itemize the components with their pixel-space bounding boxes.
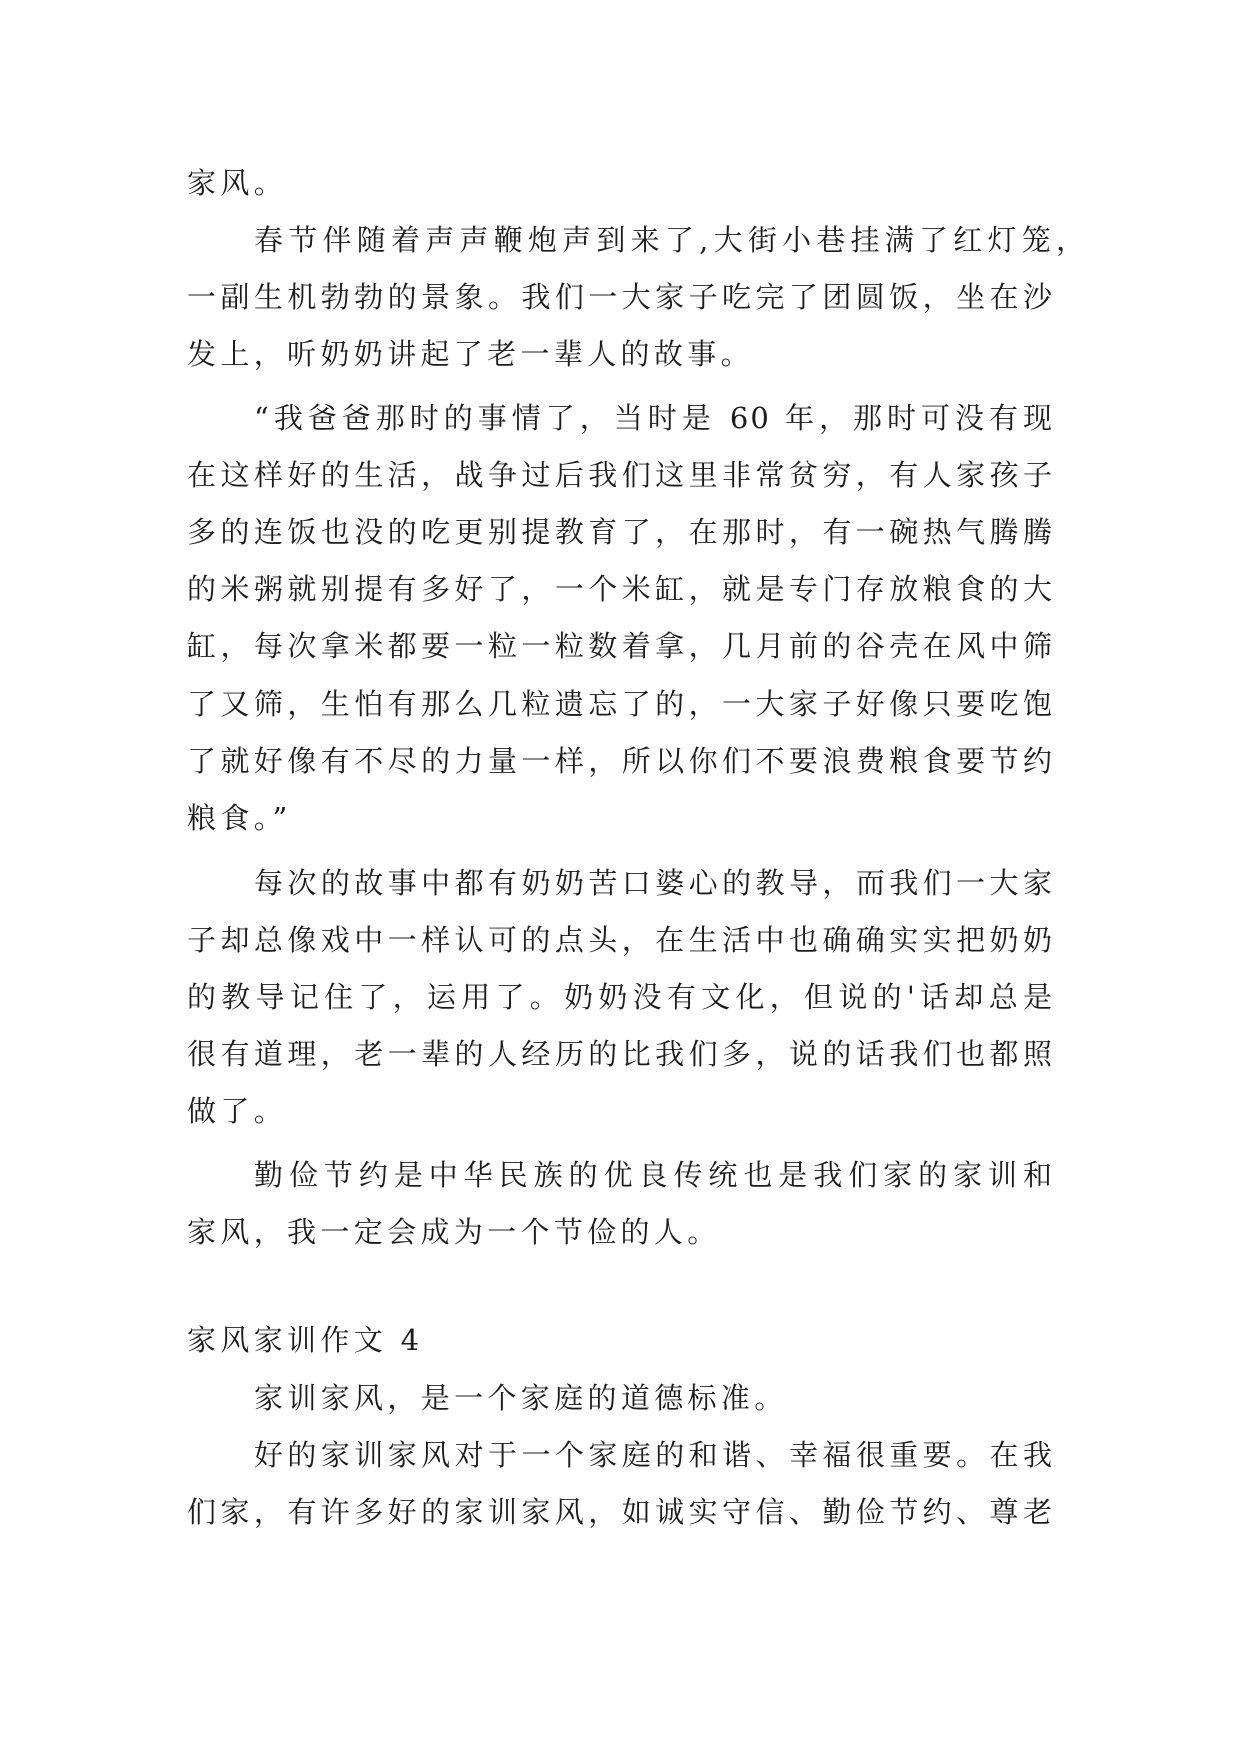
text-line: 家训家风，是一个家庭的道德标准。 [254,1381,788,1415]
text-line: 每次的故事中都有奶奶苦口婆心的教导，而我们一大家 [254,866,1054,900]
text-line: 很有道理，老一辈的人经历的比我们多，说的话我们也都照 [187,1037,1054,1071]
text-line: 好的家训家风对于一个家庭的和谐、幸福很重要。在我 [254,1438,1054,1472]
text-line: 们家，有许多好的家训家风，如诚实守信、勤俭节约、尊老 [187,1495,1054,1529]
text-line: 粮食。” [187,801,292,835]
text-line: 缸，每次拿米都要一粒一粒数着拿，几月前的谷壳在风中筛 [187,629,1054,663]
text-line: 在这样好的生活，战争过后我们这里非常贫穷，有人家孩子 [187,458,1054,492]
text-line: 勤俭节约是中华民族的优良传统也是我们家的家训和 [254,1158,1054,1192]
section-title: 家风家训作文 4 [187,1323,424,1357]
text-line: 春节伴随着声声鞭炮声到来了,大街小巷挂满了红灯笼， [254,223,1087,257]
text-line: 做了。 [187,1094,288,1128]
text-line: “我爸爸那时的事情了，当时是 60 年，那时可没有现 [254,401,1054,435]
text-line: 了就好像有不尽的力量一样，所以你们不要浪费粮食要节约 [187,744,1054,778]
text-line: 一副生机勃勃的景象。我们一大家子吃完了团圆饭，坐在沙 [187,280,1054,314]
text-line: 发上，听奶奶讲起了老一辈人的故事。 [187,337,754,371]
text-line: 子却总像戏中一样认可的点头，在生活中也确确实实把奶奶 [187,923,1054,957]
text-line: 的教导记住了，运用了。奶奶没有文化，但说的'话却总是 [187,980,1054,1014]
text-line: 家风，我一定会成为一个节俭的人。 [187,1215,721,1249]
text-line: 家风。 [187,166,288,200]
text-line: 了又筛，生怕有那么几粒遗忘了的，一大家子好像只要吃饱 [187,687,1054,721]
text-line: 多的连饭也没的吃更别提教育了，在那时，有一碗热气腾腾 [187,515,1054,549]
text-line: 的米粥就别提有多好了，一个米缸，就是专门存放粮食的大 [187,572,1054,606]
